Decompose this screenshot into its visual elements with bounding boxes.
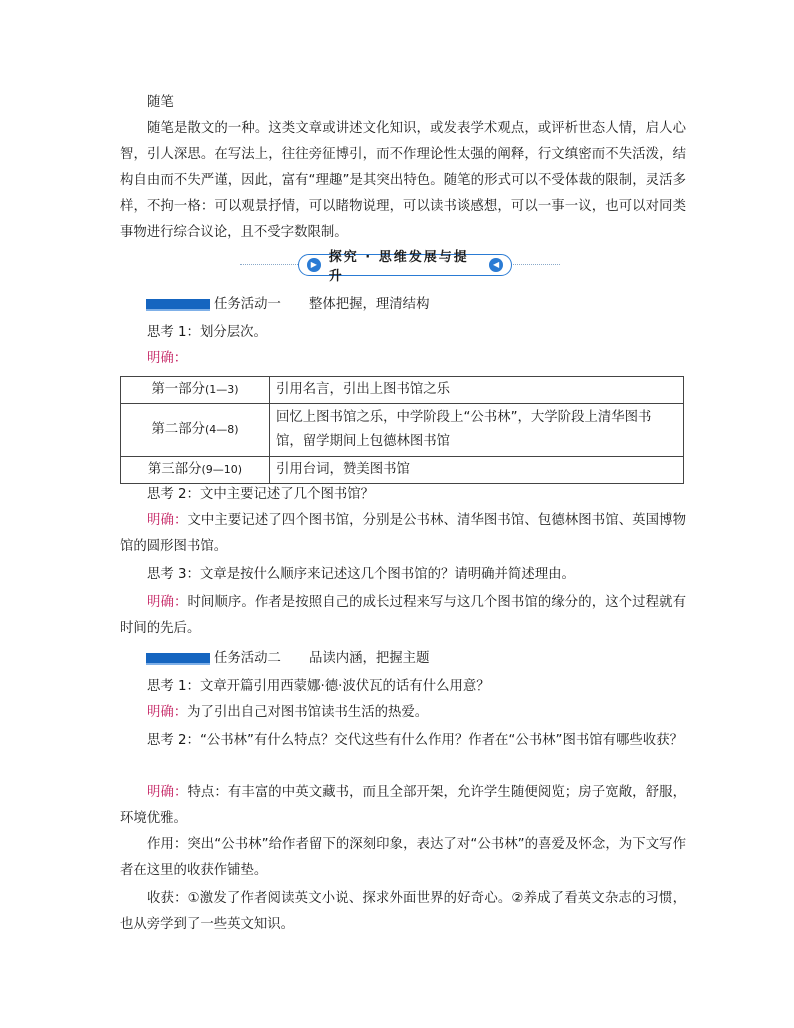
task2-question-1: 思考 1：文章开篇引用西蒙娜·德·波伏瓦的话有什么用意？ <box>147 679 490 694</box>
table-cell-part: 第三部分(9—10) <box>121 457 270 484</box>
table-row <box>121 377 684 404</box>
right-arrow-circle-icon: ▶ <box>307 258 321 272</box>
intro-paragraph: 随笔是散文的一种。这类文章或讲述文化知识，或发表学术观点，或评析世态人情，启人心智，引人深思。在写法上，往往旁征博引，而不作理论性太强的阐释，行文缜密而不失活泼，结构自由而不失严谨，因此，富有“理趣”是其突出特色。随笔的形式可以不受体裁的限制，灵活多样，不拘一格：可以观景抒情，可以睹物说理，可以读书谈感想，可以一事一议，也可以对同类事物进行综合议论，且不受字数限制。 <box>120 121 686 240</box>
task2-answer-1: 明确：为了引出自己对图书馆读书生活的热爱。 <box>147 705 429 720</box>
banner-pill <box>298 250 512 284</box>
task1-bar <box>146 299 210 311</box>
table-row <box>121 404 684 457</box>
task2-topic: 品读内涵，把握主题 <box>308 651 430 666</box>
table-row <box>121 457 684 484</box>
structure-table <box>120 376 684 484</box>
task1-answer-3: 明确：时间顺序。作者是按照自己的成长过程来写与这几个图书馆的缘分的，这个过程就有时间的先后。 <box>120 595 687 636</box>
task1-header <box>146 292 686 318</box>
task2-question-2: 思考 2：“公书林”有什么特点？交代这些有什么作用？作者在“公书林”图书馆有哪些收获？ <box>147 733 683 748</box>
task1-question-1: 思考 1：划分层次。 <box>147 325 267 340</box>
left-arrow-circle-icon: ◀ <box>489 258 503 272</box>
task2-label: 任务活动二 <box>214 651 281 666</box>
task2-gain: 收获：①激发了作者阅读英文小说、探求外面世界的好奇心。②养成了看英文杂志的习惯，也从旁学到了一些英文知识。 <box>120 891 686 932</box>
intro-heading: 随笔 <box>147 95 174 110</box>
table-cell-content: 回忆上图书馆之乐，中学阶段上“公书林”，大学阶段上清华图书馆，留学期间上包德林图书馆 <box>270 404 684 457</box>
table-cell-part: 第一部分(1—3) <box>121 377 270 404</box>
banner-title: 探究 · 思维发展与提升 <box>328 250 469 284</box>
task1-question-2: 思考 2：文中主要记述了几个图书馆？ <box>147 487 375 502</box>
task1-answer-2: 明确：文中主要记述了四个图书馆，分别是公书林、清华图书馆、包德林图书馆、英国博物馆的圆形图书馆。 <box>120 513 687 554</box>
task1-topic: 整体把握，理清结构 <box>308 297 430 312</box>
task2-bar <box>146 653 210 665</box>
task1-answer-label: 明确： <box>147 351 188 366</box>
section-banner <box>240 250 560 284</box>
table-cell-content: 引用台词，赞美图书馆 <box>270 457 684 484</box>
task1-question-3: 思考 3：文章是按什么顺序来记述这几个图书馆的？请明确并简述理由。 <box>147 567 575 582</box>
table-cell-content: 引用名言，引出上图书馆之乐 <box>270 377 684 404</box>
table-cell-part: 第二部分(4—8) <box>121 404 270 457</box>
task2-answer-2: 明确：特点：有丰富的中英文藏书，而且全部开架，允许学生随便阅览；房子宽敞，舒服，环境优雅。 <box>120 785 687 826</box>
task2-effect: 作用：突出“公书林”给作者留下的深刻印象，表达了对“公书林”的喜爱及怀念，为下文写作者在这里的收获作铺垫。 <box>120 837 686 878</box>
task1-label: 任务活动一 <box>214 297 281 312</box>
task2-header <box>146 646 686 672</box>
